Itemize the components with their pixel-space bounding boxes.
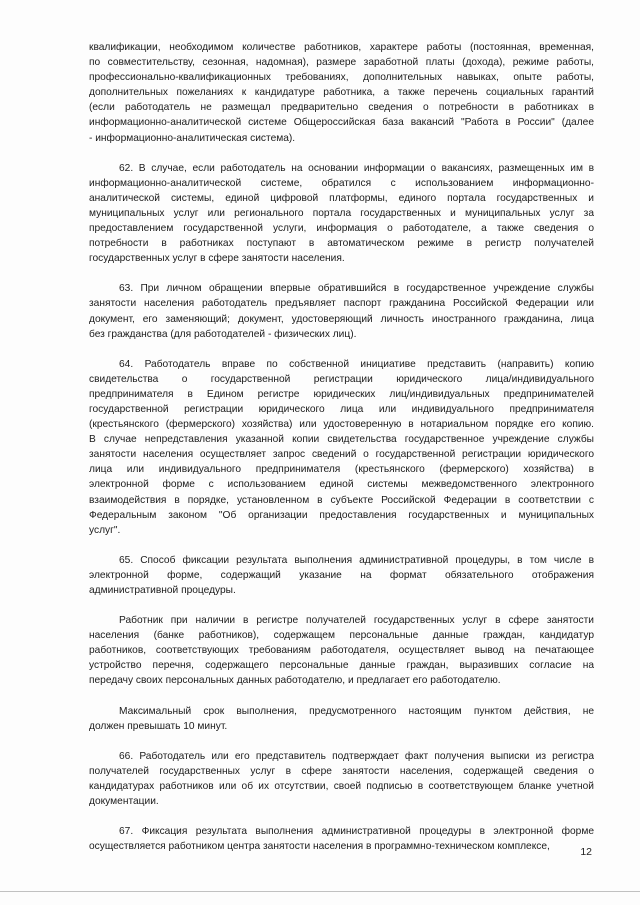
text-line: кандидатурах работников или об их отсутствии, своей подписью в соответствующем бланке учетной xyxy=(89,780,594,792)
text-line: 65. Способ фиксации результата выполнения административной процедуры, в том числе в xyxy=(119,554,594,566)
text-line: - информационно-аналитическая система). xyxy=(89,132,296,144)
text-line: 66. Работодатель или его представитель подтверждает факт получения выписки из регистра xyxy=(119,750,594,762)
text-line: работников, соответствующих требованиям работодателя, осуществляет вывод на печатающее xyxy=(89,645,594,657)
bottom-scan-edge xyxy=(0,891,640,892)
text-line: электронной форме, содержащий указание на формат обязательного отображения xyxy=(89,569,594,581)
text-line: (если работодатель не размещал предварительно сведения о потребности в работниках в xyxy=(89,102,594,114)
text-line: предпринимателя в Едином регистре юридических лиц/индивидуальных предпринимателей xyxy=(89,388,594,400)
text-line: профессионально-квалификационных требованиях, дополнительных навыках, опыте работы, xyxy=(89,72,594,84)
text-line: предоставлением государственной услуги, информация о работодателе, а также сведения о xyxy=(89,223,594,235)
paragraph-cont xyxy=(89,40,594,146)
text-line: информационно-аналитической системе Общероссийская база вакансий "Работа в России" (далее xyxy=(89,117,594,129)
text-line: аналитической системы, единой цифровой платформы, единого портала государственных и xyxy=(89,192,594,204)
text-line: 67. Фиксация результата выполнения административной процедуры в электронной форме xyxy=(119,826,594,838)
text-line: взаимодействия в порядке, установленном в субъекте Российской Федерации в соответствии с xyxy=(89,494,594,506)
text-line: информационно-аналитической системе, обратился с использованием информационно- xyxy=(89,177,594,189)
text-line: устройство перечня, содержащего персональные данные граждан, выразивших согласие на xyxy=(89,660,594,672)
paragraph-62 xyxy=(89,161,594,267)
text-line: дополнительных пожеланиях к кандидатуре работника, а также перечень социальных гарантий xyxy=(89,87,594,99)
text-line: квалификации, необходимом количестве работников, характере работы (постоянная, временная, xyxy=(89,42,594,53)
text-line: государственных услуг в сфере занятости населения. xyxy=(89,253,345,265)
text-line: документ, его заменяющий; документ, удостоверяющий личность иностранного гражданина, лица xyxy=(89,313,594,325)
text-line: Работник при наличии в регистре получателей государственных услуг в сфере занятости xyxy=(119,615,594,627)
paragraph-67 xyxy=(89,824,594,854)
text-line: (крестьянского (фермерского) хозяйства) или удостоверенную в нотариальном порядке его копию. xyxy=(89,419,594,431)
paragraph-65b xyxy=(89,613,594,688)
text-line: населения (банке работников), содержащем персональные данные граждан, кандидатур xyxy=(89,630,594,642)
text-line: 63. При личном обращении впервые обратившийся в государственное учреждение службы xyxy=(119,283,594,295)
text-line: по совместительству, сезонная, надомная), размере заработной платы (дохода), режиме работы, xyxy=(89,57,594,69)
text-line: документации. xyxy=(89,796,159,808)
paragraph-63 xyxy=(89,281,594,341)
paragraph-65 xyxy=(89,553,594,598)
text-line: получателей государственных услуг в сфере занятости населения, содержащей сведения о xyxy=(89,765,594,777)
document-body xyxy=(89,40,594,869)
text-line: Федеральным законом "Об организации предоставления государственных и муниципальных xyxy=(89,509,594,521)
paragraph-66 xyxy=(89,749,594,809)
text-line: потребности в работниках поступают в автоматическом режиме в регистр получателей xyxy=(89,238,594,250)
text-line: 64. Работодатель вправе по собственной инициативе представить (направить) копию xyxy=(119,358,594,370)
text-line: 62. В случае, если работодатель на основании информации о вакансиях, размещенных им в xyxy=(119,162,594,174)
text-line: В случае непредставления указанной копии свидетельства государственное учреждение службы xyxy=(89,434,594,446)
text-line: свидетельства о государственной регистрации юридического лица/индивидуального xyxy=(89,373,594,385)
text-line: административной процедуры. xyxy=(89,585,236,596)
text-line: без гражданства (для работодателей - физических лиц). xyxy=(89,328,357,340)
page-number: 12 xyxy=(580,846,592,858)
text-line: электронной форме с использованием единой системы межведомственного электронного xyxy=(89,479,594,491)
text-line: передачу своих персональных данных работодателю, и предлагает его работодателю. xyxy=(89,675,501,687)
paragraph-65c xyxy=(89,704,594,734)
text-line: услуг". xyxy=(89,524,121,536)
paragraph-64 xyxy=(89,357,594,538)
text-line: должен превышать 10 минут. xyxy=(89,720,228,732)
text-line: занятости населения работодатель предъявляет паспорт гражданина Российской Федерации или xyxy=(89,298,594,310)
text-line: осуществляется работником центра занятости населения в программно-техническом комплексе, xyxy=(89,841,550,853)
text-line: лица или индивидуального предпринимателя (крестьянского (фермерского) хозяйства) в xyxy=(89,464,594,476)
text-line: Максимальный срок выполнения, предусмотренного настоящим пунктом действия, не xyxy=(119,705,594,717)
text-line: занятости населения осуществляет запрос сведений о государственной регистрации юридического xyxy=(89,449,594,461)
text-line: муниципальных услуг или регионального портала государственных и муниципальных услуг за xyxy=(89,207,594,219)
text-line: государственной регистрации юридического лица или индивидуального предпринимателя xyxy=(89,403,594,415)
